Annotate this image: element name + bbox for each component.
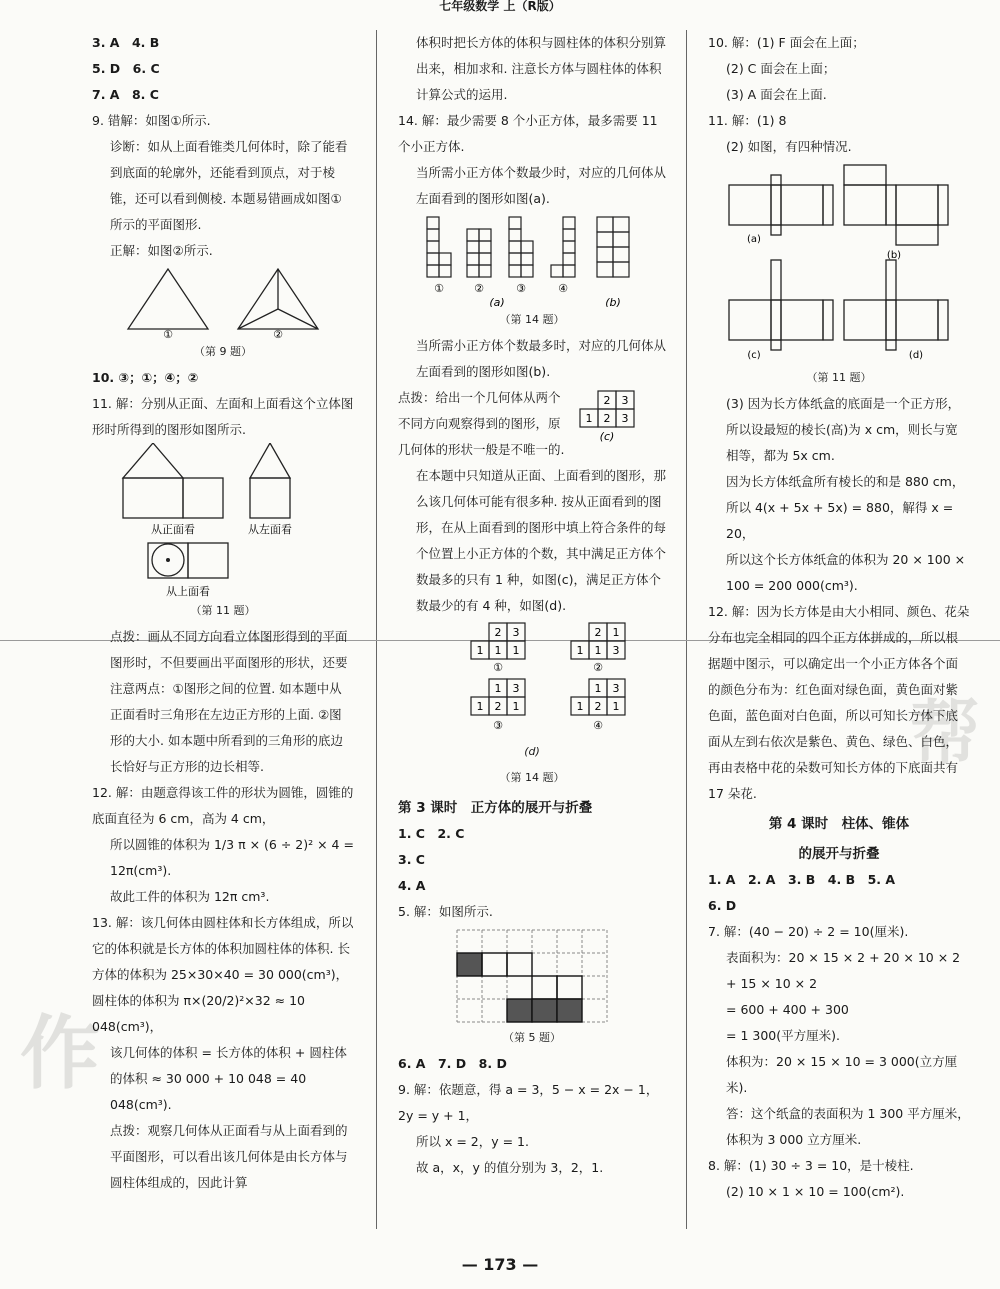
- cell: 1: [585, 412, 593, 425]
- cell: 1: [476, 700, 484, 713]
- fig-label-4: ④: [593, 719, 603, 732]
- s5-text: 5. 解：如图所示.: [398, 904, 493, 919]
- cell: 3: [512, 626, 520, 639]
- figure-9: [92, 264, 354, 339]
- fig-d-label: (d): [524, 745, 540, 758]
- q12-text: 12. 解：因为长方体是由大小相同、颜色、花朵分布也完全相同的四个正方体拼成的，所以根据题中图示，可以确定出一个小正方体各个面的颜色分布为：红色面对绿色面，黄色面对紫色面，蓝色面对白色面，所以可知长方体下底面从左到右依次是紫色、黄色、绿色、白色，再由表格中花的朵数可知长方体的下底面共有 17 朵花.: [708, 604, 970, 801]
- column-divider: [686, 30, 687, 1229]
- answer-line: 1. A 2. A 3. B 4. B 5. A: [708, 872, 896, 887]
- q14-b: 当所需小正方体个数最少时，对应的几何体从左面看到的图形如图(a).: [416, 165, 667, 206]
- q12-a: 12. 解：由题意得该工件的形状为圆锥，圆锥的底面直径为 6 cm，高为 4 cm，: [92, 785, 354, 826]
- cell: 3: [612, 682, 620, 695]
- column-divider: [376, 30, 377, 1229]
- figure-5-net: [398, 925, 666, 1025]
- cell: 2: [494, 700, 502, 713]
- q14-a: 14. 解：最少需要 8 个小正方体，最多需要 11 个小正方体.: [398, 113, 658, 154]
- q10-c: (3) A 面会在上面.: [726, 87, 827, 102]
- q11-f: 所以 4(x + 5x + 5x) = 880，解得 x = 20，: [726, 500, 954, 541]
- fig-c-label: (c): [599, 430, 615, 443]
- svg-text:从正面看: 从正面看: [151, 523, 195, 536]
- q11-a: 11. 解：(1) 8: [708, 113, 787, 128]
- s9-b: 所以 x = 2，y = 1.: [416, 1134, 529, 1149]
- cell: 1: [494, 682, 502, 695]
- fig-label-3: ③: [516, 282, 526, 295]
- tip-13-continued: 体积时把长方体的体积与圆柱体的体积分别算出来，相加求和. 注意长方体与圆柱体的体积计算公式的运用.: [416, 35, 667, 102]
- svg-text:②: ②: [273, 328, 283, 339]
- q11-d: 所以设最短的棱长(高)为 x cm，则长与宽相等，都为 5x cm.: [726, 422, 958, 463]
- answer-line: 7. A 8. C: [92, 87, 159, 102]
- cell: 1: [576, 700, 584, 713]
- q12-c: 故此工件的体积为 12π cm³.: [110, 889, 270, 904]
- figure-caption: （第 11 题）: [806, 371, 872, 384]
- cell: 1: [494, 644, 502, 657]
- cell: 1: [594, 682, 602, 695]
- fig-label-2: ②: [474, 282, 484, 295]
- page-header: 七年级数学 上（R版）: [439, 0, 561, 13]
- r7-f: 答：这个纸盒的表面积为 1 300 平方厘米，体积为 3 000 立方厘米.: [726, 1106, 970, 1147]
- cell: 2: [594, 700, 602, 713]
- tip-13: 点拨：观察几何体从正面看与从上面看到的平面图形，可以看出该几何体是由长方体与圆柱体组成的，因此计算: [110, 1123, 348, 1190]
- column-right: [708, 30, 970, 1205]
- figure-11-nets: [708, 160, 970, 365]
- figure-14c: [568, 385, 666, 463]
- answer-line: 3. C: [398, 852, 425, 867]
- cell: 1: [512, 644, 520, 657]
- s9-a: 9. 解：依题意，得 a = 3，5 − x = 2x − 1，2y = y + 1，: [398, 1082, 659, 1123]
- q11-c: (3) 因为长方体纸盒的底面是一个正方形，: [726, 396, 961, 411]
- cell: 3: [621, 412, 629, 425]
- svg-text:从上面看: 从上面看: [166, 585, 210, 598]
- answer-line: 5. D 6. C: [92, 61, 160, 76]
- answer-line: 3. A 4. B: [92, 35, 160, 50]
- q11-g: 所以这个长方体纸盒的体积为 20 × 100 × 100 = 200 000(cm³).: [726, 552, 966, 593]
- q11-b: (2) 如图，有四种情况.: [726, 139, 852, 154]
- fig-label-1: ①: [493, 661, 503, 674]
- figure-caption: （第 5 题）: [503, 1031, 561, 1044]
- cell: 3: [621, 394, 629, 407]
- r7-b: 表面积为：20 × 15 × 2 + 20 × 10 × 2 + 15 × 10 × 2: [726, 950, 961, 991]
- q13-a: 13. 解：该几何体由圆柱体和长方体组成，所以它的体积就是长方体的体积加圆柱体的体积. 长方体的体积为 25×30×40 = 30 000(cm³)，圆柱体的体积为 π×(20/2)²×32 ≈ 10 048(cm³)，: [92, 915, 354, 1034]
- q13-b: 该几何体的体积 = 长方体的体积 + 圆柱体的体积 ≈ 30 000 + 10 048 = 40 048(cm³).: [110, 1045, 347, 1112]
- cell: 3: [512, 682, 520, 695]
- tip-11: 点拨：画从不同方向看立体图形得到的平面图形时，不但要画出平面图形的形状，还要注意两点：①图形之间的位置. 如本题中从正面看时三角形在左边正方形的上面. ②图形的大小. 如本题中所看到的三角形的底边长恰好与正方形的边长相等.: [110, 629, 348, 774]
- tip-14-block: [398, 385, 666, 463]
- svg-text:①: ①: [163, 328, 173, 339]
- figure-caption: （第 11 题）: [190, 604, 256, 617]
- answer-line: 10. ③；①；④；②: [92, 370, 199, 385]
- answer-line: 6. A 7. D 8. D: [398, 1056, 507, 1071]
- q12-b: 所以圆锥的体积为 1/3 π × (6 ÷ 2)² × 4 = 12π(cm³).: [110, 837, 354, 878]
- fig-b-label: (b): [605, 296, 621, 307]
- section-heading-4b: 的展开与折叠: [798, 846, 880, 862]
- r7-c: = 600 + 400 + 300: [726, 1002, 849, 1017]
- svg-text:从左面看: 从左面看: [248, 523, 292, 536]
- figure-caption: （第 14 题）: [499, 771, 565, 784]
- answer-line: 1. C 2. C: [398, 826, 465, 841]
- q9-diagnosis: 诊断：如从上面看锥类几何体时，除了能看到底面的轮廓外，还能看到顶点，对于棱锥，还可以看到侧棱. 本题易错画成如图①所示的平面图形.: [110, 139, 348, 232]
- answer-line: 6. D: [708, 898, 737, 913]
- tip-14: 点拨：给出一个几何体从两个不同方向观察得到的图形，原几何体的形状一般是不唯一的.: [398, 390, 565, 457]
- figure-caption: （第 9 题）: [194, 345, 252, 358]
- figure-caption: （第 14 题）: [499, 313, 565, 326]
- cell: 3: [612, 644, 620, 657]
- cell: 2: [603, 412, 611, 425]
- net-label: (b): [886, 250, 902, 261]
- section-heading-4a: 第 4 课时 柱体、锥体: [768, 816, 910, 832]
- fig-label-1: ①: [434, 282, 444, 295]
- cell: 2: [594, 626, 602, 639]
- watermark-left: 作: [20, 1006, 100, 1100]
- cell: 1: [512, 700, 520, 713]
- r8-b: (2) 10 × 1 × 10 = 100(cm²).: [726, 1184, 905, 1199]
- q11-text: 11. 解：分别从正面、左面和上面看这个立体图形时所得到的图形如图所示.: [92, 396, 354, 437]
- fig-label-2: ②: [593, 661, 603, 674]
- fig-label-4: ④: [558, 282, 568, 295]
- answer-line: 4. A: [398, 878, 426, 893]
- figure-11-views: [92, 443, 354, 598]
- net-label: (a): [747, 234, 761, 245]
- page-number: — 173 —: [461, 1255, 539, 1274]
- cell: 2: [603, 394, 611, 407]
- q10-b: (2) C 面会在上面；: [726, 61, 836, 76]
- q10-a: 10. 解：(1) F 面会在上面；: [708, 35, 865, 50]
- q14-c: 当所需小正方体个数最多时，对应的几何体从左面看到的图形如图(b).: [416, 338, 667, 379]
- figure-14d: [398, 619, 666, 739]
- cell: 1: [594, 644, 602, 657]
- net-label: (c): [747, 350, 761, 361]
- net-label: (d): [908, 350, 924, 361]
- cell: 2: [494, 626, 502, 639]
- r7-a: 7. 解：(40 − 20) ÷ 2 = 10(厘米).: [708, 924, 909, 939]
- tip-14b: 在本题中只知道从正面、上面看到的图形，那么该几何体可能有很多种. 按从正面看到的图形，在从上面看到的图形中填上符合条件的每个位置上小正方体的个数，其中满足正方体个数最多的只有 1 种，如图(c)，满足正方体个数最少的有 4 种，如图(d).: [416, 468, 667, 613]
- fig-label-3: ③: [493, 719, 503, 732]
- r7-e: 体积为：20 × 15 × 10 = 3 000(立方厘米).: [726, 1054, 958, 1095]
- q9-head: 9. 错解：如图①所示.: [92, 113, 211, 128]
- column-left: [92, 30, 354, 1196]
- section-heading-3: 第 3 课时 正方体的展开与折叠: [398, 800, 593, 816]
- cell: 1: [612, 626, 620, 639]
- watermark-right: 帮: [910, 691, 980, 774]
- cell: 1: [612, 700, 620, 713]
- r8-a: 8. 解：(1) 30 ÷ 3 = 10，是十棱柱.: [708, 1158, 914, 1173]
- q9-fix: 正解：如图②所示.: [110, 243, 213, 258]
- fig-a-label: (a): [489, 296, 505, 307]
- figure-14-ab: [398, 212, 666, 307]
- cell: 1: [576, 644, 584, 657]
- q11-e: 因为长方体纸盒所有棱长的和是 880 cm，: [726, 474, 965, 489]
- cell: 1: [476, 644, 484, 657]
- r7-d: = 1 300(平方厘米).: [726, 1028, 840, 1043]
- s9-c: 故 a，x，y 的值分别为 3，2，1.: [416, 1160, 604, 1175]
- column-middle: [398, 30, 666, 1181]
